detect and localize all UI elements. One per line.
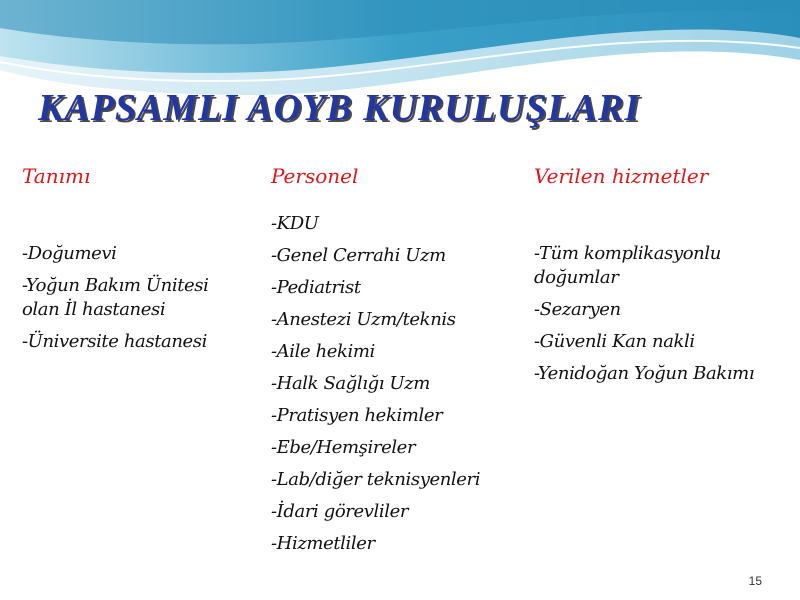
hizmetler-list — [534, 242, 784, 386]
list-item: -Hizmetliler — [271, 533, 375, 554]
column-verilen-hizmetler — [534, 162, 784, 394]
list-item: -İdari görevliler — [271, 501, 409, 522]
list-item: -Anestezi Uzm/teknis — [271, 309, 456, 330]
list-item: -Doğumevi — [22, 243, 117, 264]
list-item: -Güvenli Kan nakli — [534, 331, 695, 352]
list-item: -Lab/diğer teknisyenleri — [271, 469, 481, 490]
personel-list — [271, 212, 521, 556]
column-header-personel: Personel — [271, 164, 359, 188]
list-item: -Pratisyen hekimler — [271, 405, 443, 426]
list-item: -Aile hekimi — [271, 341, 375, 362]
list-item: -Genel Cerrahi Uzm — [271, 245, 446, 266]
list-item: -Sezaryen — [534, 299, 621, 320]
list-item: -Pediatrist — [271, 277, 361, 298]
list-item: -Yoğun Bakım Ünitesi olan İl hastanesi — [22, 275, 209, 320]
list-item: -Halk Sağlığı Uzm — [271, 373, 430, 394]
column-header-tanimi: Tanımı — [22, 164, 91, 188]
list-item: -Ebe/Hemşireler — [271, 437, 416, 458]
list-item: -Üniversite hastanesi — [22, 331, 207, 352]
tanimi-list — [22, 242, 247, 354]
column-header-verilen-hizmetler: Verilen hizmetler — [534, 164, 709, 188]
list-item: -Tüm komplikasyonlu doğumlar — [534, 243, 721, 288]
page-number: 15 — [748, 574, 762, 588]
column-tanimi — [22, 162, 247, 362]
slide-title: KAPSAMLI AOYB KURULUŞLARI — [38, 87, 641, 129]
list-item: -Yenidoğan Yoğun Bakımı — [534, 363, 755, 384]
list-item: -KDU — [271, 213, 319, 234]
column-personel — [271, 162, 521, 564]
